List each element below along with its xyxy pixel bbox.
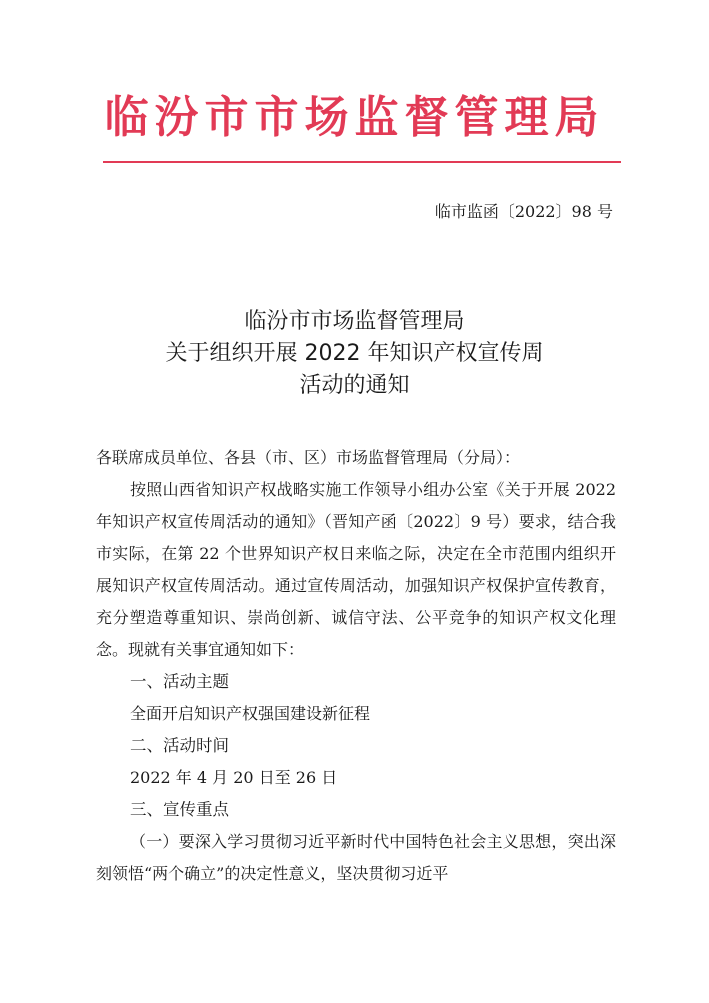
section-heading-focus: 三、宣传重点: [130, 800, 229, 819]
document-number: 临市监函〔2022〕98 号: [434, 202, 613, 221]
document-body: [96, 442, 616, 890]
section-heading-theme: 一、活动主题: [130, 672, 229, 691]
section-content-theme: 全面开启知识产权强国建设新征程: [130, 704, 371, 723]
intro-paragraph: 按照山西省知识产权战略实施工作领导小组办公室《关于开展 2022 年知识产权宣传周活动的通知》（晋知产函〔2022〕9 号）要求，结合我市实际，在第 22 个世界知识产权日来临之际，决定在全市范围内组织开展知识产权宣传周活动。通过宣传周活动，加强知识产权保护宣传教育，充分塑造尊重知识、崇尚创新、诚信守法、公平竞争的知识产权文化理念。现就有关事宜通知如下：: [96, 480, 616, 659]
title-line-1: 临汾市市场监督管理局: [244, 309, 465, 334]
section-heading-time: 二、活动时间: [130, 736, 229, 755]
red-divider-line: [103, 161, 621, 163]
salutation: 各联席成员单位、各县（市、区）市场监督管理局（分局）：: [96, 448, 521, 467]
title-line-3: 活动的通知: [299, 373, 410, 398]
title-line-2: 关于组织开展 2022 年知识产权宣传周: [165, 341, 544, 366]
section-content-time: 2022 年 4 月 20 日至 26 日: [130, 768, 338, 787]
agency-masthead: 临汾市市场监督管理局: [104, 92, 605, 143]
section-paragraph-focus-1: （一）要深入学习贯彻习近平新时代中国特色社会主义思想，突出深刻领悟“两个确立”的决定性意义，坚决贯彻习近平: [96, 832, 616, 883]
document-title: [0, 306, 709, 402]
